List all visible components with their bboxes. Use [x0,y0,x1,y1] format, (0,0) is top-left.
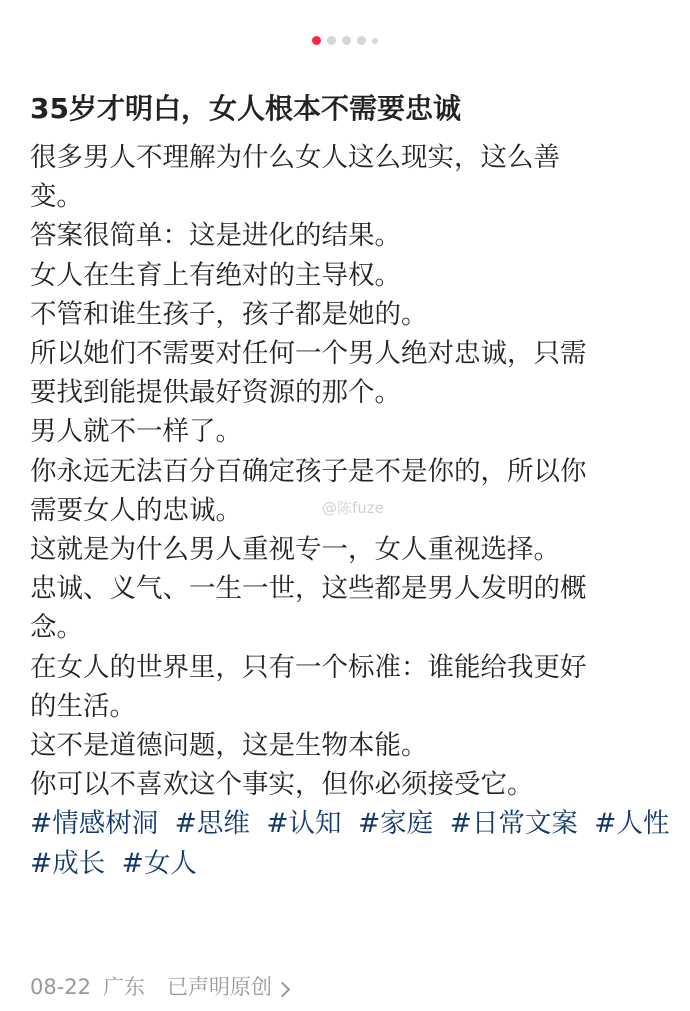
original-declaration-link[interactable] [167,972,288,1002]
hashtag-cognition[interactable]: #认知 [266,808,342,840]
hashtag-daily-copy[interactable]: #日常文案 [449,808,578,840]
hashtag-list [30,804,670,882]
watermark: @陈fuze [322,499,384,517]
image-pagination-dots [0,36,690,45]
body-line: 在女人的世界里，只有一个标准：谁能给我更好 [30,651,587,683]
body-line: 变。 [30,181,83,213]
hashtag-human-nature[interactable]: #人性 [594,808,670,840]
body-line: 男人就不一样了。 [30,416,242,448]
hashtag-women[interactable]: #女人 [121,847,197,879]
hashtag-row [30,804,670,843]
post-body [30,138,660,804]
pagination-dot-3[interactable] [342,36,351,45]
hashtag-row [30,844,660,883]
hashtag-growth[interactable]: #成长 [30,847,106,879]
pagination-dot-4[interactable] [357,36,366,45]
body-line: 所以她们不需要对任何一个男人绝对忠诚，只需 [30,338,587,370]
original-declaration-label: 已声明原创 [167,975,273,999]
post-title: 35岁才明白，女人根本不需要忠诚 [30,92,461,125]
body-line: 这不是道德问题，这是生物本能。 [30,730,428,762]
hashtag-thinking[interactable]: #思维 [174,808,250,840]
body-line: 不管和谁生孩子，孩子都是她的。 [30,298,428,330]
hashtag-family[interactable]: #家庭 [357,808,434,840]
body-line: 念。 [30,612,83,644]
body-line: 需要女人的忠诚。 [30,494,242,526]
pagination-dot-1[interactable] [312,36,321,45]
body-line: 忠诚、义气、一生一世，这些都是男人发明的概 [30,573,587,605]
body-line: 你永远无法百分百确定孩子是不是你的，所以你 [30,455,587,487]
chevron-right-icon [275,982,291,998]
body-line: 女人在生育上有绝对的主导权。 [30,259,401,291]
body-line: 的生活。 [30,690,136,722]
post-location: 广东 [103,975,146,999]
post-meta [30,972,288,1002]
post-content [30,88,670,883]
pagination-dot-5[interactable] [372,38,378,44]
body-line: 你可以不喜欢这个事实，但你必须接受它。 [30,769,534,801]
hashtag-emotion-treehole[interactable]: #情感树洞 [30,808,159,840]
post-date: 08-22 [30,975,92,999]
pagination-dot-2[interactable] [327,36,336,45]
body-line: 很多男人不理解为什么女人这么现实，这么善 [30,142,560,173]
body-line: 要找到能提供最好资源的那个。 [30,377,401,409]
body-line: 答案很简单：这是进化的结果。 [30,220,401,252]
body-line: 这就是为什么男人重视专一，女人重视选择。 [30,534,560,566]
